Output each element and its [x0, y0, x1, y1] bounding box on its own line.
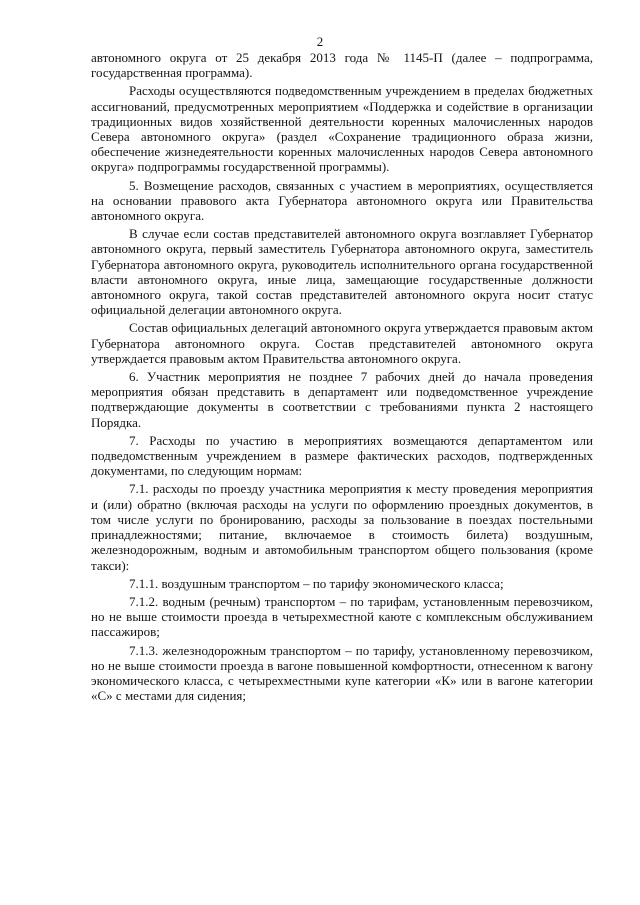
- paragraph: В случае если состав представителей автономного округа возглавляет Губернатор автономного округа, первый заместитель Губернатора автономного округа, заместитель Губернатора автономного округа, руководитель исполнительного органа государственной власти автономного округа, иные лица, замещающие государственные должности автономного округа, такой состав представителей автономного округа носит статус официальной делегации автономного округа.: [91, 226, 593, 318]
- paragraph: 7.1.2. водным (речным) транспортом – по тарифам, установленным перевозчиком, но не выше стоимости проезда в четырехместной каюте с комплексным обслуживанием пассажиров;: [91, 593, 593, 640]
- paragraph: 7.1.3. железнодорожным транспортом – по тарифу, установленному перевозчиком, но не выше стоимости проезда в вагоне повышенной комфортности, отнесенном к вагону экономического класса, с четырехместными купе категории «К» или в вагоне категории «С» с местами для сидения;: [91, 642, 593, 704]
- paragraph: Состав официальных делегаций автономного округа утверждается правовым актом Губернатора автономного округа. Состав представителей автономного округа утверждается правовым актом Правительства автономного округа.: [91, 320, 593, 366]
- page-number: 2: [316, 34, 324, 49]
- paragraph: 7.1. расходы по проезду участника мероприятия к месту проведения мероприятия и (или) обратно (включая расходы на услуги по оформлению проездных документов, в том числе услуги по бронированию, расходы за пользование в поездах постельными принадлежностями; питание, включаемое в стоимость билета) воздушным, железнодорожным, водным и автомобильным транспортом общего пользования (кроме такси):: [91, 481, 593, 573]
- paragraph: 7.1.1. воздушным транспортом – по тарифу экономического класса;: [129, 575, 504, 591]
- paragraph: 6. Участник мероприятия не позднее 7 рабочих дней до начала проведения мероприятия обязан представить в департамент или подведомственное учреждение подтверждающие документы в соответствии с требованиями пункта 2 настоящего Порядка.: [91, 369, 593, 430]
- paragraph: Расходы осуществляются подведомственным учреждением в пределах бюджетных ассигнований, предусмотренных мероприятием «Поддержка и содействие в организации традиционных видов хозяйственной деятельности коренных малочисленных народов Севера автономного округа» (раздел «Сохранение традиционного образа жизни, обеспечение жизнедеятельности коренных малочисленных народов Севера автономного округа» подпрограммы государственной программы).: [91, 83, 593, 175]
- paragraph: 5. Возмещение расходов, связанных с участием в мероприятиях, осуществляется на основании правового акта Губернатора автономного округа или Правительства автономного округа.: [91, 177, 593, 224]
- document-body: [91, 50, 593, 706]
- paragraph: автономного округа от 25 декабря 2013 года № 1145-П (далее – подпрограмма, государственная программа).: [91, 50, 593, 81]
- paragraph: 7. Расходы по участию в мероприятиях возмещаются департаментом или подведомственным учреждением в размере фактических расходов, подтвержденных документами, по следующим нормам:: [91, 432, 593, 479]
